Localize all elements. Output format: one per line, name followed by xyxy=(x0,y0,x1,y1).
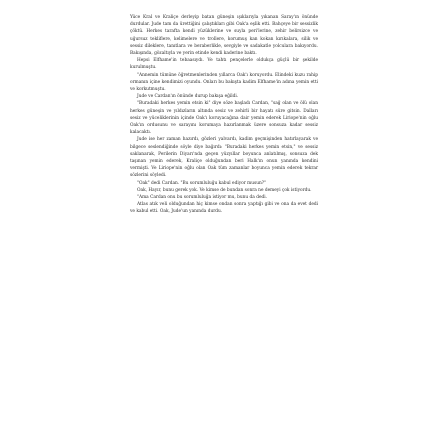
paragraph-2: Hepsi Elfhame'in tebaasıydı. Ve tahtı pençelerle oldukça güçlü bir şekilde kurulmuştu. xyxy=(130,58,318,71)
paragraph-8: Oak, Hayır, bunu gerek yok. Ve kimse de bundan sonra ne demeyi çok istiyordu. xyxy=(137,187,312,193)
paragraph-5: "Buradaki herkes yemin etsin ki" diye söze başladı Cardan, "sağ olan ve ölü olan herkes güneşin ve yıldızların altında sesiz ve zehirli bir hayatı süre gitsin. Dalları sesiz ve yüceliklerinin içinde Oak'ı koruyacağına dair yemin ederek Liriope'nin oğlu Oak'ın ordusunu ve sarayını korumaya hazırlanmak üzere sonsuza kadar sessiz kalacaktı. xyxy=(130,101,318,136)
paragraph-4: Jude ve Cardan'ın önünde durup bakışa eğildi. xyxy=(137,94,239,100)
paragraph-10: Atlas atık veli olduğundan hiç kimse ondan sonra yaptığı gibi ve ona da evet dedi ve kabul etti. Oak, Jude'un yanında durdu. xyxy=(130,202,318,215)
paragraph-1: Yüce Kral ve Kraliçe derleyip batan güneşin ışıklarıyla yıkanan Saray'ın önünde durdular. Jude tam da ürettiğini çalıştıkları gibi Oak'a eşlik etti. Bahçeye bir sessizlik çöktü. Herkes tarafta kendi yüzüklerine ve suyla peri'lerine, zehir belirsizce ve uğursuz tekliflere, kelimelere ve trollere, korumuş kan kokan kırıkalara, silik ve sessiz dileklere, tanıtlara ve beraberlikle, sevgiyle ve sadakatle yolculara bakıyordu. Bakışında, gözaltıyla ve yerin etinde kendi kaderine baktı. xyxy=(130,15,318,57)
paragraph-6: Jude ise her zaman hazırdı, gözleri yalvardı, kadim geçmişinden hatırlayarak ve bilgece seslendiğinde söyle diye bağırdı: "Buradaki herkes yemin etsin," ve sessiz saklanarak, Perilerin Diyarı'nda geçen yüzyıllar boyunca anlatılmış, sonsuza dek taşınan yemin ederek, Kraliçe olduğundan beri Halk'ın onun yanında kendini vermişti. Ve Liriope'nin oğlu olan Oak tüm zamanlar boyunca yemin ederek tekrar sözlerini söyledi. xyxy=(130,137,318,179)
paragraph-3: "Annemin tümüne öğretmenlerinden yıllarca Oak'ı koruyordu. Elindeki kuzu rahip ormanın içine kendimizi oyundu. Onları bu bakışta kadim Elfhame'in adına yemin etti ve korkutmuştu. xyxy=(130,72,318,93)
body-text-column xyxy=(130,14,318,216)
paragraph-7: "Oak" dedi Cardan. "Bu sorumluluğu kabul ediyor musun?" xyxy=(137,180,267,186)
paragraph-9: "Ama Cardan onu bu sorumluluğa istiyor mu, bunu da dedi. xyxy=(137,195,268,201)
